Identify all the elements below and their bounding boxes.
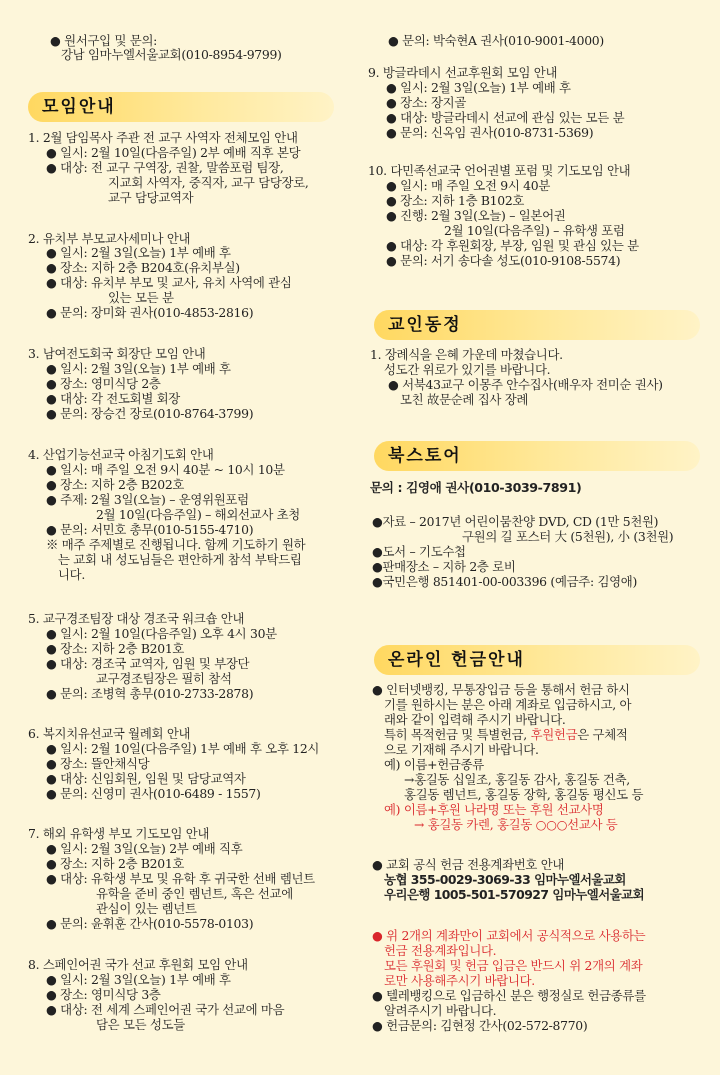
warning-line: ● 위 2개의 계좌만이 교회에서 공식적으로 사용하는: [372, 928, 646, 943]
section-title-member-news: 교인동정: [374, 310, 700, 340]
news-line: 성도간 위로가 있기를 바랍니다.: [384, 362, 551, 377]
item-line: ● 대상: 전 교구 구역장, 권찰, 말씀포럼 팀장,: [46, 160, 284, 175]
bookstore-line: ●국민은행 851401-00-003396 (예금주: 김영애): [372, 574, 638, 589]
item-line: ● 일시: 매 주일 오전 9시 40분: [386, 178, 550, 193]
item-title: 4. 산업기능선교국 아침기도회 안내: [28, 447, 214, 462]
item-line: ● 문의: 신옥임 권사(010-8731-5369): [386, 125, 594, 140]
section-title-meetings: 모임안내: [28, 92, 334, 122]
item-title: 9. 방글라데시 선교후원회 모임 안내: [368, 65, 558, 80]
news-line: 1. 장례식을 은혜 가운데 마쳤습니다.: [370, 347, 563, 362]
news-line: 모친 故문순례 집사 장례: [400, 392, 529, 407]
item-line: ● 문의: 박숙현A 권사(010-9001-4000): [388, 33, 604, 48]
item-line: ● 문의: 윤휘훈 간사(010-5578-0103): [46, 916, 254, 931]
account-heading: ● 교회 공식 헌금 전용계좌번호 안내: [372, 857, 565, 872]
item-line: 유학을 준비 중인 렘넌트, 혹은 선교에: [96, 886, 293, 901]
bookstore-line: ●도서 – 기도수첩: [372, 544, 466, 559]
item-line: ● 문의: 장미화 권사(010-4853-2816): [46, 305, 254, 320]
item-line: 관심이 있는 렘넌트: [96, 901, 197, 916]
item-line: ● 일시: 2월 3일(오늘) 2부 예배 직후: [46, 841, 243, 856]
item-line: ● 대상: 유치부 부모 및 교사, 유치 사역에 관심: [46, 275, 292, 290]
online-line-red: 예) 이름+후원 나라명 또는 후원 선교사명: [384, 802, 604, 817]
warning-line: 모든 후원회 및 헌금 입금은 반드시 위 2개의 계좌: [384, 958, 643, 973]
item-line: 교구경조팀장은 필히 참석: [96, 671, 232, 686]
special-offering-highlight: 후원헌금: [530, 727, 578, 742]
online-line: 홍길동 렘넌트, 홍길동 장학, 홍길동 평신도 등: [404, 787, 644, 802]
warning-line: 헌금 전용계좌입니다.: [384, 943, 497, 958]
item-title: 8. 스페인어권 국가 선교 후원회 모임 안내: [28, 957, 248, 972]
item-line: 있는 모든 분: [108, 290, 174, 305]
item-line: ● 대상: 각 전도회별 회장: [46, 391, 180, 406]
item-line: ● 일시: 2월 3일(오늘) 1부 예배 후: [46, 361, 231, 376]
item-line: ● 대상: 방글라데시 선교에 관심 있는 모든 분: [386, 110, 625, 125]
item-line: ● 장소: 뜰안채식당: [46, 756, 150, 771]
item-line: ● 대상: 유학생 부모 및 유학 후 귀국한 선배 렘넌트: [46, 871, 315, 886]
final-line: 알려주시기 바랍니다.: [384, 1003, 497, 1018]
item-title: 2. 유치부 부모교사세미나 안내: [28, 231, 191, 246]
warning-line: 로만 사용해주시기 바랍니다.: [384, 973, 535, 988]
bookstore-line: ●자료 – 2017년 어린이뭄찬양 DVD, CD (1만 5천원): [372, 514, 659, 529]
online-line: 예) 이름+헌금종류: [384, 757, 484, 772]
online-line: 으로 기재해 주시기 바랍니다.: [384, 742, 539, 757]
item-title: 7. 해외 유학생 부모 기도모임 안내: [28, 826, 210, 841]
online-line: ● 인터넷뱅킹, 무통장입금 등을 통해서 헌금 하시: [372, 682, 630, 697]
final-line: ● 헌금문의: 김현정 간사(02-572-8770): [372, 1018, 588, 1033]
online-line: →홍길동 십일조, 홍길동 감사, 홍길동 건축,: [404, 772, 630, 787]
news-line: ● 서북43교구 이몽주 안수집사(배우자 전미순 권사): [388, 377, 663, 392]
online-line: 은 구체적: [577, 727, 628, 742]
section-title-bookstore: 북스토어: [374, 441, 700, 471]
account-woori-bank: 우리은행 1005-501-570927 임마누엘서울교회: [384, 887, 645, 902]
item-line: ● 장소: 지하 2층 B201호: [46, 856, 185, 871]
item-line: ● 진행: 2월 3일(오늘) – 일본어권: [386, 208, 566, 223]
item-line: ● 문의: 조병혁 총무(010-2733-2878): [46, 686, 254, 701]
item-line: ● 장소: 지하 2층 B201호: [46, 641, 185, 656]
item-line: ● 대상: 신임회원, 임원 및 담당교역자: [46, 771, 246, 786]
bookstore-contact: 문의 : 김영애 권사(010-3039-7891): [370, 480, 582, 495]
item-title: 3. 남여전도회국 회장단 모임 안내: [28, 346, 206, 361]
item-line: ● 장소: 지하 2층 B202호: [46, 477, 185, 492]
item-line: ● 문의: 신영미 권사(010-6489 - 1557): [46, 786, 261, 801]
item-title: 1. 2월 담임목사 주관 전 교구 사역자 전체모임 안내: [28, 130, 298, 145]
item-note: ※ 매주 주제별로 진행됩니다. 함께 기도하기 원하: [46, 537, 306, 552]
item-line: ● 대상: 전 세계 스페인어권 국가 선교에 마음: [46, 1002, 285, 1017]
order-note-line: ● 원서구입 및 문의:: [50, 33, 157, 48]
item-line: ● 주제: 2월 3일(오늘) – 운영위원포럼: [46, 492, 249, 507]
item-title: 6. 복지치유선교국 월례회 안내: [28, 726, 191, 741]
online-line: 특히 목적헌금 및 특별헌금,: [384, 727, 527, 742]
item-line: ● 문의: 서민호 총무(010-5155-4710): [46, 522, 254, 537]
item-title: 5. 교구경조팀장 대상 경조국 워크숍 안내: [28, 611, 245, 626]
online-line: 기를 원하시는 분은 아래 계좌로 입금하시고, 아: [384, 697, 632, 712]
bookstore-line: ●판매장소 – 지하 2층 로비: [372, 559, 516, 574]
item-line: ● 일시: 2월 3일(오늘) 1부 예배 후: [46, 972, 231, 987]
final-line: ● 텔레뱅킹으로 입금하신 분은 행정실로 헌금종류를: [372, 988, 646, 1003]
item-line: ● 장소: 지하 1층 B102호: [386, 193, 525, 208]
item-line: 2월 10일(다음주일) – 유학생 포럼: [444, 223, 625, 238]
item-line: ● 대상: 경조국 교역자, 임원 및 부장단: [46, 656, 250, 671]
order-note-line: 강남 임마누엘서울교회(010-8954-9799): [61, 47, 282, 62]
item-line: ● 문의: 장승건 장로(010-8764-3799): [46, 406, 254, 421]
item-line: ● 일시: 2월 3일(오늘) 1부 예배 후: [46, 245, 231, 260]
item-line: ● 일시: 2월 10일(다음주일) 오후 4시 30분: [46, 626, 277, 641]
item-line: ● 장소: 영미식당 2층: [46, 376, 161, 391]
item-note: 는 교회 내 성도님들은 편안하게 참석 부탁드립: [58, 552, 302, 567]
online-line: 래와 같이 입력해 주시기 바랍니다.: [384, 712, 566, 727]
section-title-online-offering: 온라인 헌금안내: [374, 645, 700, 675]
item-line: ● 일시: 2월 3일(오늘) 1부 예배 후: [386, 80, 571, 95]
item-line: 지교회 사역자, 중직자, 교구 담당장로,: [108, 175, 309, 190]
item-line: ● 일시: 매 주일 오전 9시 40분 ~ 10시 10분: [46, 462, 285, 477]
online-line-red: → 홍길동 카렌, 홍길동 ○○○선교사 등: [414, 817, 618, 832]
item-line: 담은 모든 성도들: [96, 1017, 185, 1032]
item-note: 니다.: [58, 567, 85, 582]
item-line: ● 장소: 장지골: [386, 95, 467, 110]
online-line-special: [384, 728, 628, 743]
account-nh-bank: 농협 355-0029-3069-33 임마누엘서울교회: [384, 872, 626, 887]
item-line: ● 장소: 지하 2층 B204호(유치부실): [46, 260, 240, 275]
item-line: ● 대상: 각 후원회장, 부장, 임원 및 관심 있는 분: [386, 238, 639, 253]
item-line: ● 일시: 2월 10일(다음주일) 2부 예배 직후 본당: [46, 145, 301, 160]
item-line: 2월 10일(다음주일) – 해외선교사 초청: [96, 507, 300, 522]
item-line: ● 문의: 서기 송다솔 성도(010-9108-5574): [386, 253, 621, 268]
item-line: ● 장소: 영미식당 3층: [46, 987, 161, 1002]
item-title: 10. 다민족선교국 언어권별 포럼 및 기도모임 안내: [368, 163, 631, 178]
bookstore-line: 구원의 길 포스터 大 (5천원), 小 (3천원): [462, 529, 674, 544]
item-line: ● 일시: 2월 10일(다음주일) 1부 예배 후 오후 12시: [46, 741, 320, 756]
item-line: 교구 담당교역자: [108, 190, 194, 205]
